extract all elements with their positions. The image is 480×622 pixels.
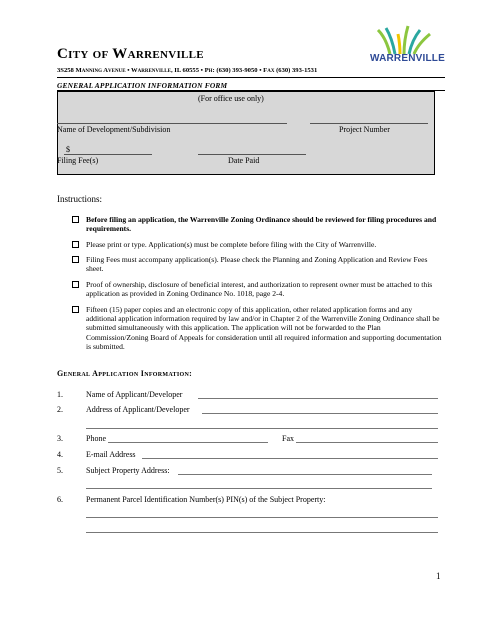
checkbox-icon	[72, 281, 79, 288]
header-rule	[57, 77, 445, 78]
applicant-address-field[interactable]	[202, 413, 438, 414]
phone-field[interactable]	[108, 442, 268, 443]
development-label: Name of Development/Subdivision	[57, 125, 171, 134]
instruction-text: Filing Fees must accompany application(s). Please check the Planning and Zoning Application and Review Fees sheet.	[86, 255, 428, 274]
checkbox-icon	[72, 241, 79, 248]
applicant-address-label: Address of Applicant/Developer	[86, 405, 190, 414]
development-line[interactable]	[57, 123, 287, 124]
fax-field[interactable]	[296, 442, 438, 443]
instruction-text: Please print or type. Application(s) must be complete before filing with the City of Warrenville.	[86, 240, 377, 249]
form-title: GENERAL APPLICATION INFORMATION FORM	[57, 81, 228, 90]
warrenville-logo-icon	[368, 24, 446, 72]
property-address-line-2[interactable]	[86, 488, 432, 489]
instruction-text: Before filing an application, the Warrenville Zoning Ordinance should be reviewed for filing procedures and requirements.	[86, 215, 437, 234]
applicant-name-label: Name of Applicant/Developer	[86, 390, 183, 399]
office-use-title: (For office use only)	[198, 94, 264, 103]
instruction-item	[86, 240, 442, 249]
project-number-label: Project Number	[339, 125, 390, 134]
field-number: 2.	[57, 405, 63, 414]
phone-label: Phone	[86, 434, 106, 443]
email-label: E-mail Address	[86, 450, 136, 459]
dollar-sign: $	[66, 145, 70, 154]
instruction-item	[86, 215, 442, 233]
property-address-label: Subject Property Address:	[86, 466, 170, 475]
checkbox-icon	[72, 306, 79, 313]
instructions-heading: Instructions:	[57, 194, 102, 204]
property-address-field[interactable]	[178, 474, 432, 475]
page-number: 1	[436, 571, 441, 581]
field-number: 1.	[57, 390, 63, 399]
field-number: 6.	[57, 495, 63, 504]
applicant-address-line-2[interactable]	[86, 428, 438, 429]
filing-fee-line[interactable]	[64, 154, 152, 155]
checkbox-icon	[72, 216, 79, 223]
field-number: 3.	[57, 434, 63, 443]
filing-fees-label: Filing Fee(s)	[57, 156, 99, 165]
pin-field-line-1[interactable]	[86, 517, 438, 518]
city-address-line: 3S258 Manning Avenue • Warrenville, IL 60555 • Ph: (630) 393-9050 • Fax (630) 393-1531	[57, 67, 318, 74]
applicant-name-field[interactable]	[198, 398, 438, 399]
pin-label: Permanent Parcel Identification Number(s) PIN(s) of the Subject Property:	[86, 495, 326, 504]
general-info-title: General Application Information:	[57, 369, 193, 378]
project-number-line[interactable]	[310, 123, 428, 124]
instruction-item	[86, 305, 442, 351]
pin-field-line-2[interactable]	[86, 532, 438, 533]
instruction-text: Fifteen (15) paper copies and an electronic copy of this application, other related application forms and any additional application information required by law and/or in Chapter 2 of the Warrenville Zoning Ordinance shall be submitted simultaneously with this application. The application will not be forwarded to the Plan Commission/Zoning Board of Appeals for consideration until all required information and supporting documentation is submitted.	[86, 305, 442, 351]
fax-label: Fax	[282, 434, 294, 443]
instruction-text: Proof of ownership, disclosure of beneficial interest, and authorization to represent owner must be attached to this application as provided in Zoning Ordinance No. 1018, page 2-4.	[86, 280, 433, 299]
instruction-item	[86, 280, 442, 298]
field-number: 4.	[57, 450, 63, 459]
date-paid-label: Date Paid	[228, 156, 260, 165]
logo-text: WARRENVILLE	[370, 53, 445, 64]
field-number: 5.	[57, 466, 63, 475]
city-name: City of Warrenville	[57, 46, 204, 62]
checkbox-icon	[72, 256, 79, 263]
email-field[interactable]	[142, 458, 438, 459]
date-paid-line[interactable]	[198, 154, 306, 155]
instruction-item	[86, 255, 442, 273]
